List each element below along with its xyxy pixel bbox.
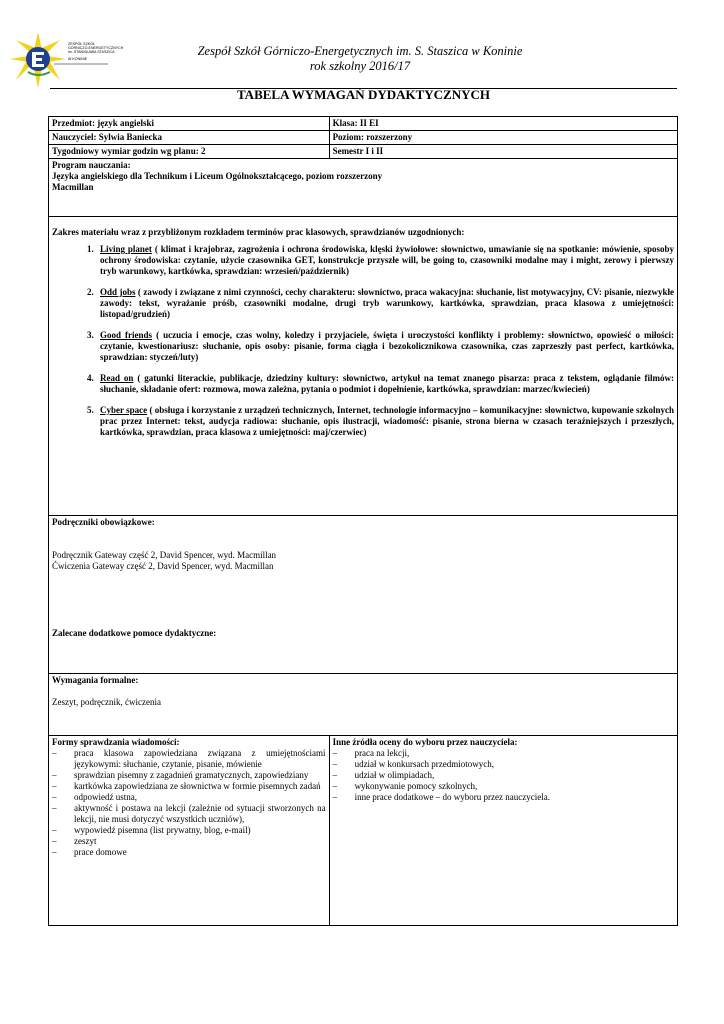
document-title: TABELA WYMAGAŃ DYDAKTYCZNYCH (236, 87, 491, 102)
topic-item: 2. Odd jobs ( zawody i związane z nimi czynności, cechy charakteru: słownictwo, praca wakacyjna: słuchanie, list motywacyjny, CV: pisanie, niezwykłe zawody: tekst, wyrażanie próśb, czasowniki modalne, drugi tryb warunkowy, kartkówka, sprawdzian, praca klasowa z umiejętności: listopad/grudzień) (96, 287, 674, 320)
list-item: – praca klasowa zapowiedziana związana z umiejętnościami językowymi: słuchanie, czytanie, pisanie, mówienie (52, 748, 326, 770)
subject-cell: Przedmiot: język angielski (49, 117, 330, 131)
program-label: Program nauczania: (52, 160, 131, 170)
other-sources-list (333, 748, 674, 803)
textbooks-label: Podręczniki obowiązkowe: (52, 517, 155, 527)
scope-cell (49, 217, 678, 516)
class-cell: Klasa: II EI (329, 117, 677, 131)
requirements-table (48, 116, 678, 926)
other-sources-label: Inne źródła oceny do wyboru przez nauczyciela: (332, 737, 518, 747)
requirements-text: Zeszyt, podręcznik, ćwiczenia (52, 697, 161, 707)
textbook-2: Ćwiczenia Gateway część 2, David Spencer, wyd. Macmillan (52, 561, 274, 571)
list-item: – udział w olimpiadach, (333, 770, 674, 781)
list-item: – udział w konkursach przedmiotowych, (333, 759, 674, 770)
list-item: – zeszyt (52, 836, 326, 847)
list-item: – sprawdzian pisemny z zagadnień gramatycznych, zapowiedziany (52, 770, 326, 781)
hours-cell: Tygodniowy wymiar godzin wg planu: 2 (49, 145, 330, 159)
topic-item: 1. Living planet ( klimat i krajobraz, zagrożenia i ochrona środowiska, klęski żywiołowe: słownictwo, umawianie się na spotkanie: mówienie, sposoby ochrony środowiska: czytanie, użycie czasownika GET, konstrukcje przyszłe will, be going to, czasowniki modalne may i might, zerowy i pierwszy tryb warunkowy, kartkówka, sprawdzian: wrzesień/październik) (96, 244, 674, 277)
assessment-forms-cell (49, 736, 330, 926)
scope-heading: Zakres materiału wraz z przybliżonym rozkładem terminów prac klasowych, sprawdzianów uzgodnionych: (52, 227, 465, 237)
textbook-1: Podręcznik Gateway część 2, David Spencer, wyd. Macmillan (52, 550, 277, 560)
list-item: – aktywność i postawa na lekcji (zależnie od sytuacji stworzonych na lekcji, nie musi dotyczyć wszystkich uczniów), (52, 803, 326, 825)
school-year: rok szkolny 2016/17 (309, 59, 411, 73)
list-item: – praca na lekcji, (333, 748, 674, 759)
school-name: Zespół Szkół Górniczo-Energetycznych im. S. Staszica w Koninie (197, 44, 523, 58)
topic-item: 5. Cyber space ( obsługa i korzystanie z urządzeń technicznych, Internet, technologie informacyjno – komunikacyjne: słownictwo, kupowanie szkolnych prac przez Internet: tekst, audycja radiowa: słuchanie, opis ilustracji, wiadomość: pisanie, strona bierna w czasach teraźniejszych i przeszłych, kartkówka, sprawdzian, praca klasowa z umiejętności: maj/czerwiec) (96, 405, 674, 438)
list-item: – inne prace dodatkowe – do wyboru przez nauczyciela. (333, 792, 674, 803)
program-cell (49, 159, 678, 217)
teacher-cell: Nauczyciel: Sylwia Baniecka (49, 131, 330, 145)
list-item: – kartkówka zapowiedziana ze słownictwa w formie pisemnych zadań (52, 781, 326, 792)
topic-item: 3. Good friends ( uczucia i emocje, czas wolny, koledzy i przyjaciele, święta i uroczystości konflikty i problemy: słownictwo, opowieść o miłości: czytanie, kwestionariusz: słuchanie, opis osoby: pisanie, forma ciągła i bezokolicznikowa czasownika, czas zaprzeszły past perfect, kartkówka, sprawdzian: styczeń/luty) (96, 330, 674, 363)
logo-text: ZESPÓŁ SZKÓŁ GÓRNICZO-ENERGETYCZNYCH im. STANISŁAWA STASZICA W KONINIE (68, 42, 124, 61)
list-item: – wykonywanie pomocy szkolnych, (333, 781, 674, 792)
requirements-label: Wymagania formalne: (52, 675, 139, 685)
topic-item: 4. Read on ( gatunki literackie, publikacje, dziedziny kultury: słownictwo, artykuł na temat znanego pisarza: praca z tekstem, oglądanie filmów: słuchanie, składanie ofert: rozmowa, mowa zależna, pytania o podmiot i dopełnienie, kartkówka, sprawdzian: marzec/kwiecień) (96, 373, 674, 395)
topics-list (52, 244, 674, 438)
school-header (150, 44, 570, 74)
level-cell: Poziom: rozszerzony (329, 131, 677, 145)
semester-cell: Semestr I i II (329, 145, 677, 159)
extra-aids-label: Zalecane dodatkowe pomoce dydaktyczne: (52, 628, 217, 638)
list-item: – odpowiedź ustna, (52, 792, 326, 803)
assessment-forms-label: Formy sprawdzania wiadomości: (52, 737, 180, 747)
other-sources-cell (329, 736, 677, 926)
list-item: – wypowiedź pisemna (list prywatny, blog, e-mail) (52, 825, 326, 836)
program-line1: Języka angielskiego dla Technikum i Liceum Ogólnokształcącego, poziom rozszerzony (52, 171, 383, 181)
textbooks-cell (49, 516, 678, 674)
assessment-forms-list (52, 748, 326, 858)
list-item: – prace domowe (52, 847, 326, 858)
program-line2: Macmillan (52, 182, 94, 192)
requirements-cell (49, 674, 678, 736)
